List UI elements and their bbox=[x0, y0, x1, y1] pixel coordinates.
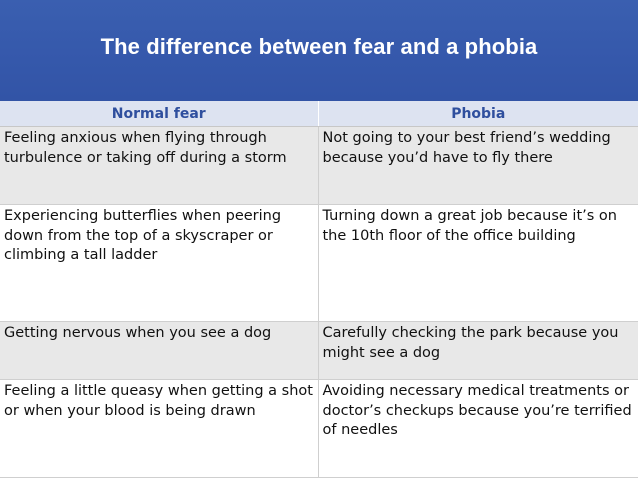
phobia-cell: Avoiding necessary medical treatments or doctor’s checkups because you’re terrified of needles bbox=[318, 380, 638, 478]
title-bar bbox=[0, 0, 638, 101]
table-row bbox=[0, 322, 638, 380]
normal-fear-cell: Feeling a little queasy when getting a shot or when your blood is being drawn bbox=[0, 380, 318, 478]
normal-fear-cell: Experiencing butterflies when peering down from the top of a skyscraper or climbing a tall ladder bbox=[0, 205, 318, 322]
phobia-cell: Turning down a great job because it’s on the 10th floor of the office building bbox=[318, 205, 638, 322]
table-row bbox=[0, 380, 638, 478]
column-header-normal-fear: Normal fear bbox=[0, 101, 318, 127]
phobia-cell: Carefully checking the park because you might see a dog bbox=[318, 322, 638, 380]
table-row bbox=[0, 127, 638, 205]
table-row bbox=[0, 205, 638, 322]
normal-fear-cell: Feeling anxious when flying through turbulence or taking off during a storm bbox=[0, 127, 318, 205]
slide-title: The difference between fear and a phobia bbox=[100, 34, 538, 59]
normal-fear-cell: Getting nervous when you see a dog bbox=[0, 322, 318, 380]
column-header-phobia: Phobia bbox=[318, 101, 638, 127]
phobia-cell: Not going to your best friend’s wedding because you’d have to fly there bbox=[318, 127, 638, 205]
table-header-row bbox=[0, 101, 638, 127]
comparison-table bbox=[0, 101, 638, 478]
